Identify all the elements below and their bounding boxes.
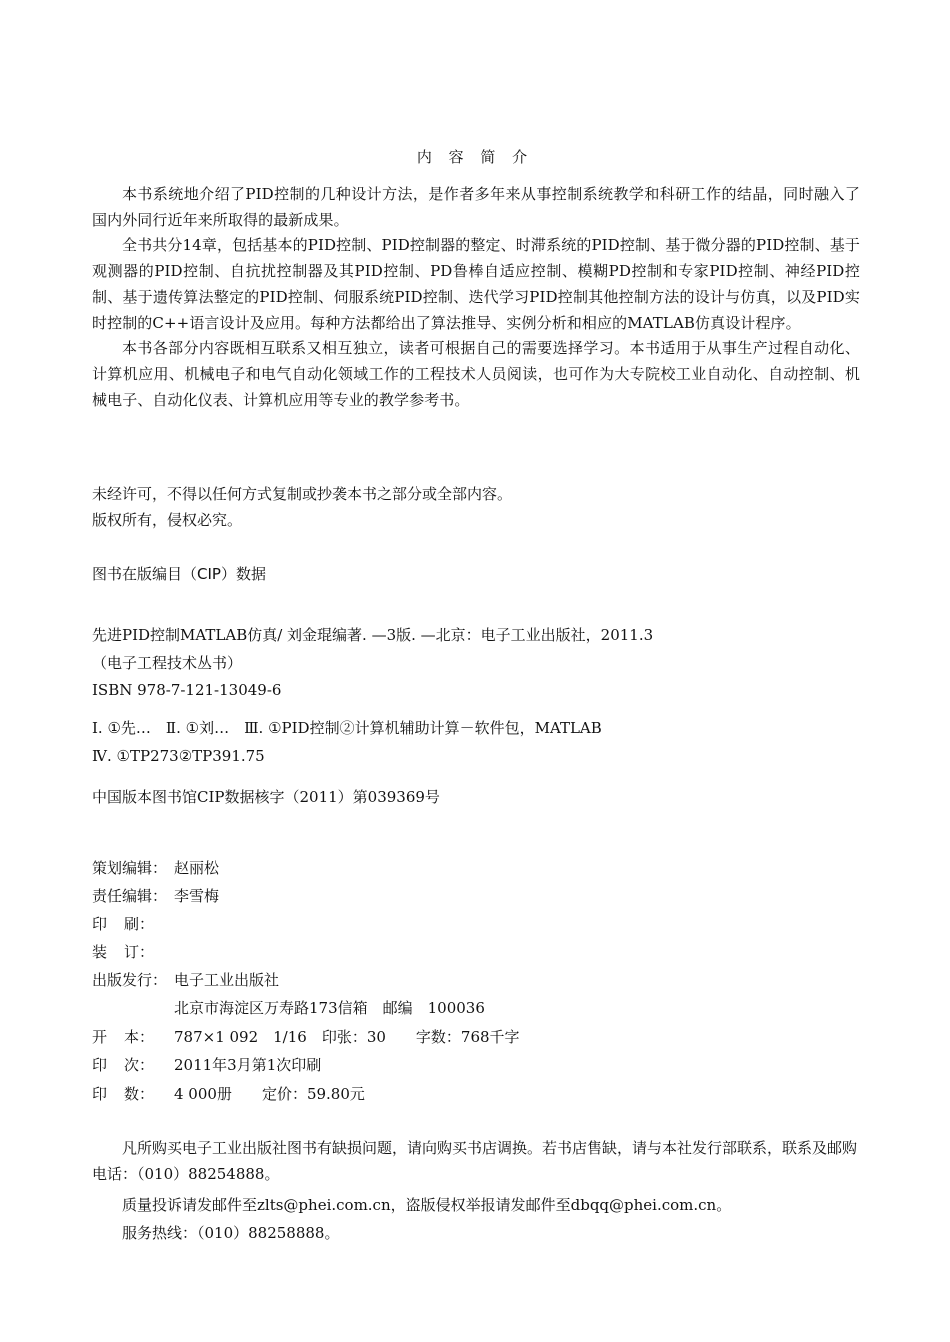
impression-row	[92, 1052, 321, 1078]
bind-label-char: 装	[92, 943, 108, 961]
publisher-value: 电子工业出版社	[174, 971, 280, 989]
print-label-char: 印	[92, 915, 108, 933]
impression-label	[92, 1052, 154, 1078]
copyright-notice: 未经许可，不得以任何方式复制或抄袭本书之部分或全部内容。	[92, 485, 513, 503]
cip-class-line-2: Ⅳ. ①TP273②TP391.75	[92, 747, 265, 765]
copies-label	[92, 1081, 154, 1107]
service-hotline: 服务热线：（010）88258888。	[122, 1224, 340, 1242]
responsible-editor-value: 李雪梅	[174, 887, 220, 905]
intro-paragraph-1: 本书系统地介绍了PID控制的几种设计方法，是作者多年来从事控制系统教学和科研工作的结晶，同时融入了国内外同行近年来所取得的最新成果。	[92, 185, 860, 229]
planning-editor-value: 赵丽松	[174, 859, 220, 877]
format-label-char: 开	[92, 1028, 108, 1046]
cip-isbn: ISBN 978-7-121-13049-6	[92, 681, 282, 699]
copies-row	[92, 1081, 365, 1107]
cip-number: 中国版本图书馆CIP数据核字（2011）第039369号	[92, 788, 440, 806]
publisher-row	[92, 967, 279, 993]
cip-series: （电子工程技术丛书）	[92, 654, 243, 672]
intro-section	[92, 182, 860, 413]
print-row	[92, 911, 174, 937]
cip-record-line: 先进PID控制MATLAB仿真/ 刘金琨编著. —3版. —北京：电子工业出版社，2011.3	[92, 626, 654, 644]
planning-editor-label: 策划编辑：	[92, 859, 168, 877]
copies-label-char: 印	[92, 1085, 108, 1103]
page-title: 内 容 简 介	[416, 148, 534, 166]
impression-value: 2011年3月第1次印刷	[174, 1056, 322, 1074]
complaint-notice: 质量投诉请发邮件至zlts@phei.com.cn，盗版侵权举报请发邮件至dbqq@phei.com.cn。	[122, 1196, 732, 1214]
cip-class-line-1: Ⅰ. ①先… Ⅱ. ①刘… Ⅲ. ①PID控制②计算机辅助计算－软件包，MATLAB	[92, 719, 602, 737]
intro-paragraph-3: 本书各部分内容既相互联系又相互独立，读者可根据自己的需要选择学习。本书适用于从事生产过程自动化、计算机应用、机械电子和电气自动化领域工作的工程技术人员阅读，也可作为大专院校工业自动化、自动控制、机械电子、自动化仪表、计算机应用等专业的教学参考书。	[92, 339, 860, 409]
cip-heading: 图书在版编目（CIP）数据	[92, 565, 266, 583]
bind-row	[92, 939, 174, 965]
publisher-label: 出版发行：	[92, 971, 168, 989]
format-label-char: 本：	[123, 1028, 154, 1046]
impression-label-char: 次：	[123, 1056, 154, 1074]
rights-reserved: 版权所有，侵权必究。	[92, 511, 243, 529]
print-label	[92, 911, 154, 937]
print-label-char: 刷：	[123, 915, 154, 933]
responsible-editor-label: 责任编辑：	[92, 887, 168, 905]
planning-editor-row	[92, 855, 219, 881]
purchase-notice: 凡所购买电子工业出版社图书有缺损问题，请向购买书店调换。若书店售缺，请与本社发行部联系，联系及邮购电话：（010）88254888。	[92, 1139, 858, 1183]
impression-label-char: 印	[92, 1056, 108, 1074]
format-row	[92, 1024, 520, 1050]
bind-label	[92, 939, 154, 965]
copies-value: 4 000册 定价：59.80元	[174, 1085, 365, 1103]
format-value: 787×1 092 1/16 印张：30 字数：768千字	[174, 1028, 520, 1046]
bind-label-char: 订：	[123, 943, 154, 961]
responsible-editor-row	[92, 883, 219, 909]
copies-label-char: 数：	[123, 1085, 154, 1103]
intro-paragraph-2: 全书共分14章，包括基本的PID控制、PID控制器的整定、时滞系统的PID控制、基于微分器的PID控制、基于观测器的PID控制、自抗扰控制器及其PID控制、PD鲁棒自适应控制、模糊PD控制和专家PID控制、神经PID控制、基于遗传算法整定的PID控制、伺服系统PID控制、迭代学习PID控制其他控制方法的设计与仿真，以及PID实时控制的C++语言设计及应用。每种方法都给出了算法推导、实例分析和相应的MATLAB仿真设计程序。	[92, 236, 860, 332]
format-label	[92, 1024, 154, 1050]
publisher-address: 北京市海淀区万寿路173信箱 邮编 100036	[174, 999, 485, 1017]
